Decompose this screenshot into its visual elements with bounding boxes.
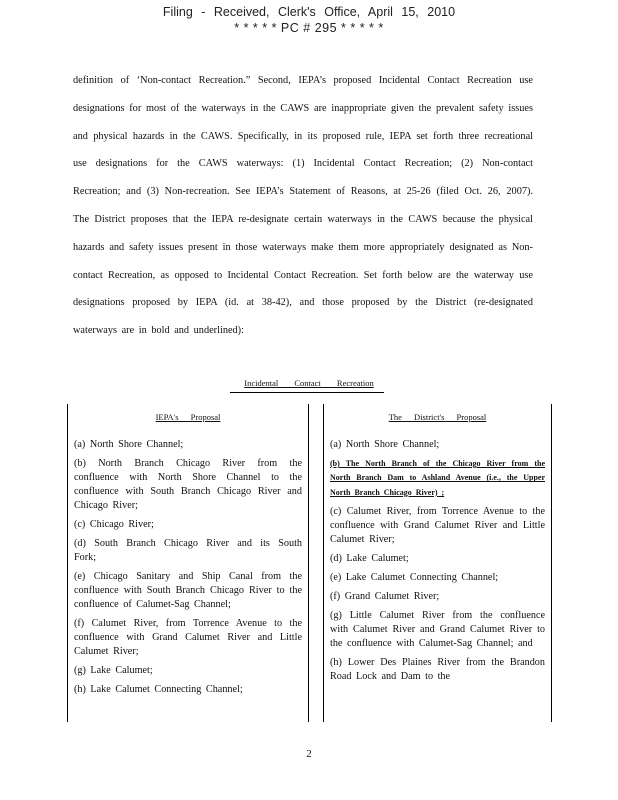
iepa-proposal-header <box>74 410 302 424</box>
iepa-designation-item: (h) Lake Calumet Connecting Channel; <box>74 684 243 695</box>
filing-header-line2: * * * * * PC # 295 * * * * * <box>234 21 384 35</box>
district-designation-item: (b) The North Branch of the Chicago River from the North Branch Dam to Ashland Avenue (i.e., the Upper North Branch Chicago River) ; <box>330 459 545 497</box>
district-proposal-header <box>330 410 545 424</box>
iepa-designation-item: (a) North Shore Channel; <box>74 439 184 450</box>
district-designation-item: (a) North Shore Channel; <box>330 439 440 450</box>
district-designation-item: (d) Lake Calumet; <box>330 553 409 565</box>
iepa-designation-item: (g) Lake Calumet; <box>74 665 153 676</box>
district-designation-item: (h) Lower Des Plaines River from the Brandon Road Lock and Dam to the <box>330 657 545 683</box>
page-number: 2 <box>306 748 312 760</box>
body-paragraph: definition of ‘Non-contact Recreation.” Second, IEPA’s proposed Incidental Contact Recreation use designations for most of the waterways in the CAWS are inappropriate given the prevalent safety issues and physical hazards in the CAWS. Specifically, in its proposed rule, IEPA set forth three recreational use designations for the CAWS waterways: (1) Incidental Contact Recreation; (2) Non-contact Recreation; and (3) Non-recreation. See IEPA’s Statement of Reasons, at 25-26 (filed Oct. 26, 2007). The District proposes that the IEPA re-designate certain waterways in the CAWS because the physical hazards and safety issues present in those waterways make them more appropriately designated as Non-contact Recreation, as opposed to Incidental Contact Recreation. Set forth below are the waterway use designations proposed by IEPA (id. at 38-42), and those proposed by the District (re-designated waterways are in bold and underlined): <box>73 75 533 337</box>
iepa-designation-item: (b) North Branch Chicago River from the confluence with North Shore Channel to the confluence with South Branch Chicago River and Chicago River; <box>74 458 302 511</box>
district-designation-item: (f) Grand Calumet River; <box>330 591 440 603</box>
district-proposal-list <box>330 438 545 684</box>
iepa-designation-item: (e) Chicago Sanitary and Ship Canal from the confluence with South Branch Chicago River to the confluence of Calumet-Sag Channel; <box>74 571 302 610</box>
table-title-rule <box>230 392 384 393</box>
district-proposal-column <box>323 404 552 722</box>
filing-header <box>0 4 618 36</box>
iepa-designation-item: (d) South Branch Chicago River and its South Fork; <box>74 538 302 563</box>
district-designation-item: (e) Lake Calumet Connecting Channel; <box>330 572 499 584</box>
district-designation-item: (c) Calumet River, from Torrence Avenue to the confluence with Grand Calumet River and Little Calumet River; <box>330 506 545 546</box>
iepa-designation-item: (f) Calumet River, from Torrence Avenue to the confluence with Grand Calumet River and Little Calumet River; <box>74 618 302 657</box>
iepa-proposal-list <box>74 438 302 697</box>
table-title <box>0 378 618 388</box>
iepa-designation-item: (c) Chicago River; <box>74 519 154 530</box>
table-title-text: Incidental Contact Recreation <box>244 378 374 388</box>
iepa-proposal-column <box>67 404 309 722</box>
district-proposal-header-text: The District's Proposal <box>388 412 487 422</box>
district-designation-item: (g) Little Calumet River from the confluence with Calumet River and Grand Calumet River to the confluence with Calumet-Sag Channel; and <box>330 610 545 650</box>
filing-header-line1: Filing - Received, Clerk's Office, April 15, 2010 <box>162 5 456 19</box>
iepa-proposal-header-text: IEPA's Proposal <box>155 412 221 422</box>
